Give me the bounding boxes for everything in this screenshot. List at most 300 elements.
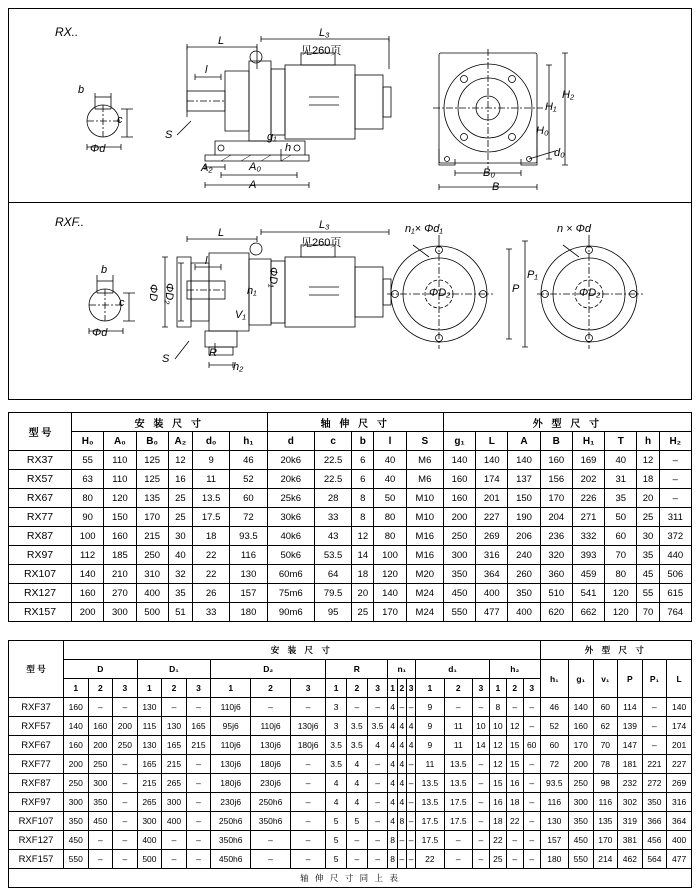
dim-label-L3: L₃ — [319, 27, 330, 39]
col-B0: B₀ — [136, 432, 168, 451]
cell-D2-2: – — [290, 755, 325, 774]
dimension-table-rx — [8, 412, 692, 622]
cell-D2-2: – — [290, 793, 325, 812]
cell-shaft-1: 43 — [314, 527, 351, 546]
cell-d1-2: 10 — [472, 717, 489, 736]
cell-shaft-3: 170 — [374, 603, 406, 622]
cell-mount-5: 157 — [230, 584, 267, 603]
dim-label-phid: Φd — [90, 143, 106, 155]
cell-outline-0: 550 — [443, 603, 475, 622]
cell-model: RXF57 — [9, 717, 64, 736]
table-row — [9, 546, 692, 565]
cell-mount-4: 11 — [192, 470, 229, 489]
cell-outline-1: 140 — [569, 698, 594, 717]
header-sub-D₁-2: 2 — [162, 679, 187, 698]
cell-outline-3: 302 — [618, 793, 643, 812]
cell-outline-7: 440 — [659, 546, 691, 565]
dim-label-b-bottom: b — [101, 264, 108, 276]
footer-note: 轴 伸 尺 寸 同 上 表 — [9, 869, 692, 888]
cell-R-1: 4 — [346, 755, 367, 774]
cell-outline-5: 120 — [605, 603, 637, 622]
cell-outline-4: – — [642, 698, 667, 717]
cell-shaft-2: 8 — [352, 489, 374, 508]
cell-D2-0: 230j6 — [211, 793, 251, 812]
cell-outline-7: 372 — [659, 527, 691, 546]
dim-label-phiD: ΦD — [147, 284, 159, 302]
cell-D2-0: 130j6 — [211, 755, 251, 774]
cell-D2-2: 130j6 — [290, 717, 325, 736]
cell-R-0: 5 — [326, 850, 347, 869]
cell-outline-4: – — [642, 717, 667, 736]
cell-R-2: – — [367, 812, 388, 831]
cell-shaft-0: 30k6 — [267, 508, 314, 527]
header-sub-D-3: 3 — [113, 679, 138, 698]
cell-outline-0: 60 — [540, 736, 568, 755]
cell-D-0: 550 — [64, 850, 89, 869]
table-row — [9, 489, 692, 508]
header-group-d₁: d₁ — [416, 660, 490, 679]
cell-D-2: – — [113, 850, 138, 869]
cell-outline-5: 201 — [667, 736, 692, 755]
cell-h2-2: – — [523, 812, 540, 831]
cell-mount-5: 46 — [230, 451, 267, 470]
table2-footer-row — [9, 869, 692, 888]
cell-R-0: 4 — [326, 774, 347, 793]
cell-outline-2: 62 — [593, 717, 618, 736]
cell-R-2: – — [367, 793, 388, 812]
cell-h2-1: – — [506, 831, 523, 850]
table-row — [9, 584, 692, 603]
cell-d1-1: 13.5 — [444, 774, 472, 793]
col-T: T — [605, 432, 637, 451]
cell-outline-3: 232 — [618, 774, 643, 793]
cell-mount-0: 140 — [72, 565, 104, 584]
cell-R-0: 4 — [326, 793, 347, 812]
cell-d1-2: – — [472, 793, 489, 812]
cell-model: RX97 — [9, 546, 72, 565]
cell-shaft-4: M20 — [406, 565, 443, 584]
cell-outline-3: 181 — [618, 755, 643, 774]
cell-mount-3: 32 — [168, 565, 192, 584]
cell-outline-3: 156 — [540, 470, 572, 489]
cell-D2-0: 180j6 — [211, 774, 251, 793]
table2-header-subgroup-row — [9, 660, 692, 679]
col-d0: d₀ — [192, 432, 229, 451]
cell-D-0: 160 — [64, 736, 89, 755]
cell-model: RX107 — [9, 565, 72, 584]
cell-outline-2: 260 — [508, 565, 540, 584]
cell-D-1: 350 — [88, 793, 113, 812]
cell-shaft-2: 18 — [352, 565, 374, 584]
cell-D2-1: 130j6 — [251, 736, 291, 755]
cell-D-0: 350 — [64, 812, 89, 831]
cell-mount-2: 125 — [136, 470, 168, 489]
cell-d1-2: – — [472, 850, 489, 869]
cell-outline-1: 550 — [569, 850, 594, 869]
cell-h2-2: – — [523, 831, 540, 850]
col-H1: H₁ — [572, 432, 604, 451]
cell-outline-5: 174 — [667, 717, 692, 736]
header-group-n₁: n₁ — [388, 660, 416, 679]
cell-mount-4: 22 — [192, 546, 229, 565]
header-group-outline-rxf: 外 型 尺 寸 — [540, 641, 691, 660]
cell-n1-0: 4 — [388, 698, 397, 717]
cell-shaft-4: M10 — [406, 489, 443, 508]
cell-outline-6: 25 — [637, 508, 659, 527]
cell-shaft-0: 50k6 — [267, 546, 314, 565]
cell-shaft-0: 25k6 — [267, 489, 314, 508]
cell-outline-7: 764 — [659, 603, 691, 622]
cell-D-2: – — [113, 698, 138, 717]
cell-h2-2: – — [523, 793, 540, 812]
drawing-title-rx: RX.. — [55, 25, 79, 39]
drawing-title-rxf: RXF.. — [55, 215, 85, 229]
cell-outline-1: 250 — [569, 774, 594, 793]
cell-shaft-4: M6 — [406, 470, 443, 489]
cell-h2-1: 18 — [506, 793, 523, 812]
dim-label-phiD2-left-flange: ΦD₂ — [429, 287, 451, 299]
cell-shaft-3: 140 — [374, 584, 406, 603]
header-sub-D₁-3: 3 — [186, 679, 211, 698]
cell-D2-2: – — [290, 850, 325, 869]
cell-shaft-0: 75m6 — [267, 584, 314, 603]
cell-h2-0: 10 — [489, 717, 506, 736]
cell-D1-1: 300 — [162, 793, 187, 812]
cell-model: RX67 — [9, 489, 72, 508]
cell-outline-2: 78 — [593, 755, 618, 774]
cell-h2-0: 8 — [489, 698, 506, 717]
cell-D2-1: 250h6 — [251, 793, 291, 812]
cell-D1-2: – — [186, 755, 211, 774]
cell-outline-4: 202 — [572, 470, 604, 489]
cell-h2-2: – — [523, 698, 540, 717]
table-row — [9, 774, 692, 793]
cell-outline-4: 221 — [642, 755, 667, 774]
cell-mount-5: 180 — [230, 603, 267, 622]
table-row — [9, 470, 692, 489]
cell-mount-4: 18 — [192, 527, 229, 546]
header-outline-P: P — [618, 660, 643, 698]
cell-D-1: 200 — [88, 736, 113, 755]
cell-h2-0: 16 — [489, 793, 506, 812]
technical-drawing-panel — [8, 8, 692, 400]
cell-R-2: – — [367, 755, 388, 774]
cell-shaft-2: 6 — [352, 451, 374, 470]
dim-label-n-holes: n × Φd — [557, 223, 591, 235]
cell-mount-0: 160 — [72, 584, 104, 603]
cell-h2-1: 12 — [506, 717, 523, 736]
cell-D2-1: 180j6 — [251, 755, 291, 774]
cell-R-1: – — [346, 831, 367, 850]
cell-outline-4: 662 — [572, 603, 604, 622]
header-sub-D₂-1: 1 — [211, 679, 251, 698]
cell-R-1: – — [346, 698, 367, 717]
dim-label-c: c — [117, 114, 123, 126]
cell-model: RXF107 — [9, 812, 64, 831]
cell-R-2: – — [367, 850, 388, 869]
cell-h2-1: 15 — [506, 736, 523, 755]
cell-outline-2: 170 — [593, 831, 618, 850]
header-sub-h₂-2: 2 — [506, 679, 523, 698]
header-sub-R-2: 2 — [346, 679, 367, 698]
cell-D1-1: 215 — [162, 755, 187, 774]
header-sub-n₁-1: 1 — [388, 679, 397, 698]
cell-outline-0: 72 — [540, 755, 568, 774]
header-group-outline: 外 型 尺 寸 — [443, 413, 691, 432]
cell-R-0: 5 — [326, 831, 347, 850]
cell-D2-2: – — [290, 812, 325, 831]
cell-outline-4: 226 — [572, 489, 604, 508]
cell-h2-0: 25 — [489, 850, 506, 869]
table-row — [9, 451, 692, 470]
cell-D-1: 450 — [88, 812, 113, 831]
cell-mount-5: 52 — [230, 470, 267, 489]
cell-D-1: – — [88, 850, 113, 869]
cell-outline-1: 170 — [569, 736, 594, 755]
cell-outline-5: 269 — [667, 774, 692, 793]
cell-shaft-4: M24 — [406, 603, 443, 622]
cell-mount-1: 210 — [104, 565, 136, 584]
cell-h2-2: – — [523, 755, 540, 774]
header-sub-d₁-2: 2 — [444, 679, 472, 698]
dim-label-L3-bottom: L₃ — [319, 219, 330, 231]
cell-R-0: 5 — [326, 812, 347, 831]
cell-model: RXF157 — [9, 850, 64, 869]
cell-mount-0: 100 — [72, 527, 104, 546]
header-group-shaft: 轴 伸 尺 寸 — [267, 413, 443, 432]
cell-D-1: – — [88, 698, 113, 717]
cell-R-1: 3.5 — [346, 736, 367, 755]
cell-outline-6: 55 — [637, 584, 659, 603]
cell-D1-0: 130 — [137, 698, 162, 717]
cell-shaft-4: M16 — [406, 527, 443, 546]
cell-outline-3: 381 — [618, 831, 643, 850]
cell-D1-2: 215 — [186, 736, 211, 755]
cell-mount-4: 33 — [192, 603, 229, 622]
cell-outline-7: – — [659, 489, 691, 508]
cell-shaft-3: 120 — [374, 565, 406, 584]
cell-outline-0: 450 — [443, 584, 475, 603]
cell-outline-5: 477 — [667, 850, 692, 869]
cell-D1-2: – — [186, 812, 211, 831]
cell-R-2: – — [367, 774, 388, 793]
dim-label-n1-holes: n₁× Φd₁ — [405, 223, 443, 235]
cell-outline-7: – — [659, 470, 691, 489]
cell-outline-4: 393 — [572, 546, 604, 565]
cell-shaft-0: 60m6 — [267, 565, 314, 584]
cell-n1-1: 4 — [397, 774, 406, 793]
cell-outline-1: 160 — [569, 717, 594, 736]
cell-outline-3: 360 — [540, 565, 572, 584]
cell-model: RX127 — [9, 584, 72, 603]
col-S: S — [406, 432, 443, 451]
cell-mount-1: 300 — [104, 603, 136, 622]
cell-D-2: 200 — [113, 717, 138, 736]
header-sub-d₁-3: 3 — [472, 679, 489, 698]
cell-outline-1: 364 — [476, 565, 508, 584]
cell-n1-0: 4 — [388, 755, 397, 774]
cell-model: RXF97 — [9, 793, 64, 812]
cell-n1-2: – — [406, 831, 415, 850]
cell-outline-2: 116 — [593, 793, 618, 812]
cell-h2-1: – — [506, 850, 523, 869]
cell-outline-6: 20 — [637, 489, 659, 508]
cell-D1-0: 500 — [137, 850, 162, 869]
cell-outline-3: 236 — [540, 527, 572, 546]
cell-d1-0: 17.5 — [416, 831, 444, 850]
cell-R-0: 3 — [326, 698, 347, 717]
cell-outline-4: 350 — [642, 793, 667, 812]
cell-d1-1: 17.5 — [444, 812, 472, 831]
dim-label-P1: P₁ — [527, 269, 538, 281]
cell-mount-0: 200 — [72, 603, 104, 622]
cell-d1-1: 17.5 — [444, 793, 472, 812]
cell-D2-0: 110j6 — [211, 736, 251, 755]
cell-n1-0: 4 — [388, 812, 397, 831]
col-b: b — [352, 432, 374, 451]
cell-outline-1: 174 — [476, 470, 508, 489]
cell-D1-1: 130 — [162, 717, 187, 736]
note-page-ref-bottom: 见260页 — [301, 237, 342, 249]
cell-outline-2: 240 — [508, 546, 540, 565]
cell-outline-6: 45 — [637, 565, 659, 584]
cell-outline-0: 52 — [540, 717, 568, 736]
cell-outline-0: 46 — [540, 698, 568, 717]
cell-shaft-3: 80 — [374, 508, 406, 527]
cell-outline-5: 31 — [605, 470, 637, 489]
cell-mount-1: 150 — [104, 508, 136, 527]
cell-D-0: 200 — [64, 755, 89, 774]
cell-outline-2: 206 — [508, 527, 540, 546]
cell-outline-2: 150 — [508, 489, 540, 508]
cell-D-0: 140 — [64, 717, 89, 736]
cell-outline-4: – — [642, 736, 667, 755]
dim-label-A: A — [249, 179, 257, 191]
cell-mount-5: 60 — [230, 489, 267, 508]
cell-D1-0: 300 — [137, 812, 162, 831]
cell-n1-1: 4 — [397, 736, 406, 755]
dim-label-B0: B₀ — [483, 167, 495, 179]
col-L: L — [476, 432, 508, 451]
cell-n1-2: – — [406, 793, 415, 812]
cell-shaft-1: 22.5 — [314, 470, 351, 489]
cell-mount-0: 112 — [72, 546, 104, 565]
cell-shaft-4: M24 — [406, 584, 443, 603]
cell-outline-1: 140 — [476, 451, 508, 470]
cell-d1-2: – — [472, 698, 489, 717]
cell-D1-0: 215 — [137, 774, 162, 793]
cell-mount-3: 12 — [168, 451, 192, 470]
cell-h2-0: 12 — [489, 736, 506, 755]
cell-outline-5: 140 — [667, 698, 692, 717]
cell-D-2: – — [113, 831, 138, 850]
cell-d1-1: – — [444, 831, 472, 850]
cell-R-1: 3.5 — [346, 717, 367, 736]
cell-d1-0: 11 — [416, 755, 444, 774]
dim-label-A0: A₀ — [249, 161, 261, 173]
cell-d1-1: – — [444, 698, 472, 717]
dim-label-d0: d₀ — [554, 147, 565, 159]
cell-mount-5: 72 — [230, 508, 267, 527]
cell-mount-2: 135 — [136, 489, 168, 508]
cell-shaft-1: 22.5 — [314, 451, 351, 470]
cell-outline-1: 316 — [476, 546, 508, 565]
cell-D1-1: – — [162, 850, 187, 869]
header-sub-D₁-1: 1 — [137, 679, 162, 698]
cell-D-2: – — [113, 755, 138, 774]
table-row — [9, 508, 692, 527]
cell-model: RX77 — [9, 508, 72, 527]
cell-d1-2: – — [472, 831, 489, 850]
cell-D1-2: – — [186, 774, 211, 793]
col-A2: A₂ — [168, 432, 192, 451]
cell-outline-3: 204 — [540, 508, 572, 527]
cell-d1-1: 11 — [444, 717, 472, 736]
cell-outline-3: 114 — [618, 698, 643, 717]
header-sub-n₁-2: 2 — [397, 679, 406, 698]
cell-outline-2: 350 — [508, 584, 540, 603]
cell-outline-1: 450 — [569, 831, 594, 850]
table-row — [9, 603, 692, 622]
cell-R-1: 4 — [346, 774, 367, 793]
cell-mount-2: 170 — [136, 508, 168, 527]
cell-D1-2: 165 — [186, 717, 211, 736]
cell-shaft-4: M10 — [406, 508, 443, 527]
cell-outline-6: 30 — [637, 527, 659, 546]
cell-D1-0: 400 — [137, 831, 162, 850]
table-row — [9, 812, 692, 831]
cell-mount-1: 185 — [104, 546, 136, 565]
dim-label-h2: h₂ — [233, 361, 244, 373]
col-H2: H₂ — [659, 432, 691, 451]
drawing-svg — [9, 9, 691, 399]
cell-outline-4: 272 — [642, 774, 667, 793]
cell-outline-2: 400 — [508, 603, 540, 622]
col-g1: g₁ — [443, 432, 475, 451]
table-row — [9, 565, 692, 584]
cell-model: RX37 — [9, 451, 72, 470]
cell-mount-2: 125 — [136, 451, 168, 470]
cell-n1-0: 4 — [388, 774, 397, 793]
cell-mount-2: 215 — [136, 527, 168, 546]
cell-n1-1: 8 — [397, 812, 406, 831]
cell-D1-1: 165 — [162, 736, 187, 755]
cell-outline-7: 311 — [659, 508, 691, 527]
header-sub-D-2: 2 — [88, 679, 113, 698]
header-group-h₂: h₂ — [489, 660, 540, 679]
cell-shaft-2: 20 — [352, 584, 374, 603]
cell-R-1: 5 — [346, 812, 367, 831]
cell-outline-1: 350 — [569, 812, 594, 831]
cell-mount-4: 17.5 — [192, 508, 229, 527]
header-sub-n₁-3: 3 — [406, 679, 415, 698]
cell-outline-2: 60 — [593, 698, 618, 717]
cell-D1-0: 265 — [137, 793, 162, 812]
cell-outline-4: 332 — [572, 527, 604, 546]
cell-h2-1: – — [506, 698, 523, 717]
cell-h2-2: – — [523, 774, 540, 793]
cell-outline-7: 615 — [659, 584, 691, 603]
cell-D-0: 300 — [64, 793, 89, 812]
dim-label-H2: H₂ — [562, 89, 575, 101]
cell-D1-0: 130 — [137, 736, 162, 755]
cell-outline-5: 60 — [605, 527, 637, 546]
cell-n1-0: 8 — [388, 850, 397, 869]
cell-outline-6: 35 — [637, 546, 659, 565]
cell-outline-3: 320 — [540, 546, 572, 565]
cell-mount-5: 130 — [230, 565, 267, 584]
cell-mount-3: 16 — [168, 470, 192, 489]
